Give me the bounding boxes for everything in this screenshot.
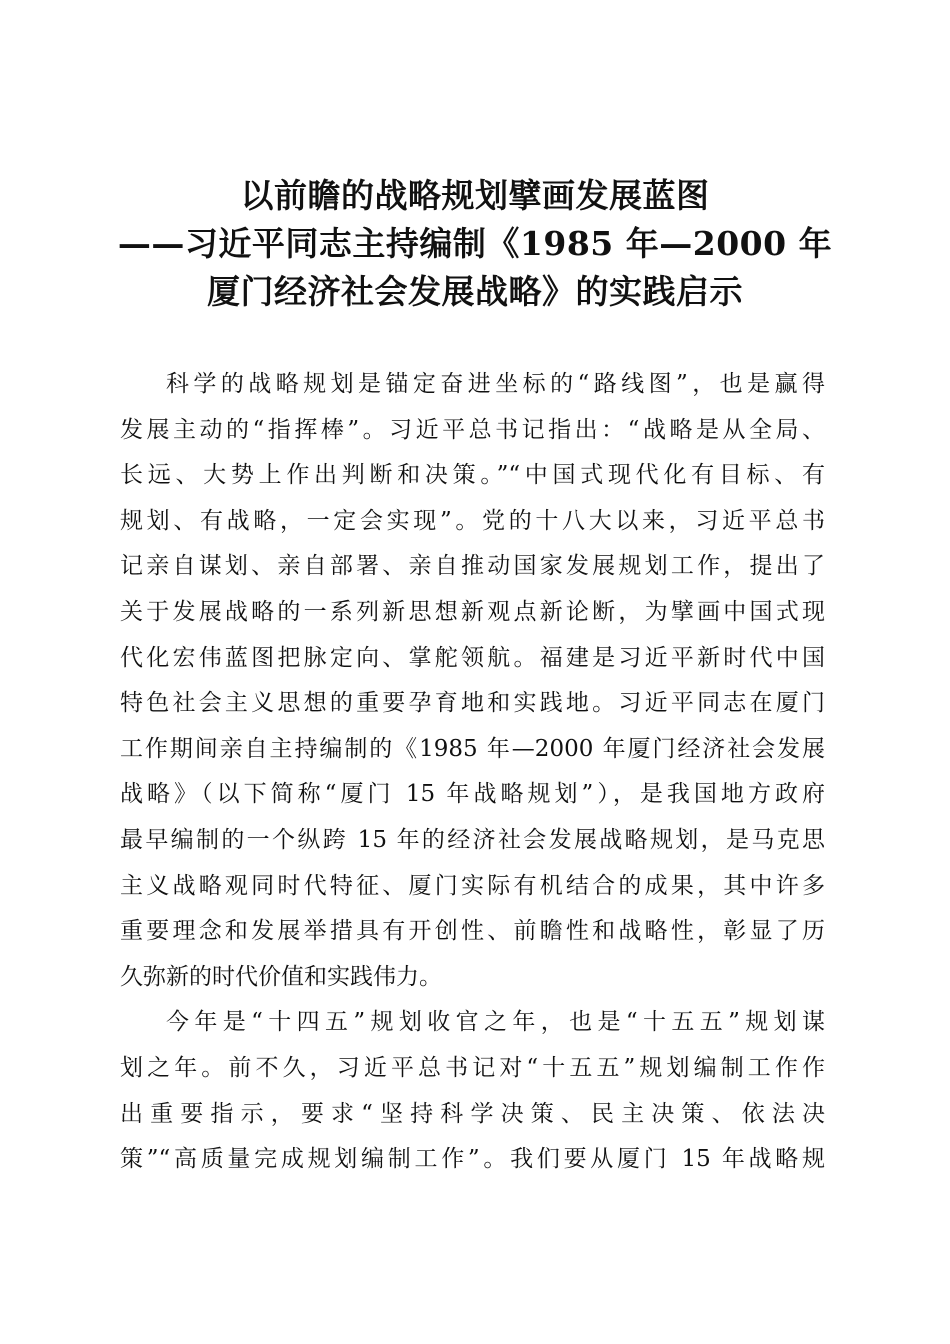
article-body <box>120 362 825 1183</box>
body-line: 策”“高质量完成规划编制工作”。我们要从厦门 15 年战略规 <box>120 1146 825 1173</box>
body-line: 出重要指示，要求“坚持科学决策、民主决策、依法决 <box>120 1100 825 1127</box>
body-line: 重要理念和发展举措具有开创性、前瞻性和战略性，彰显了历 <box>120 918 825 945</box>
body-line: 代化宏伟蓝图把脉定向、掌舵领航。福建是习近平新时代中国 <box>120 644 825 671</box>
title-line-subtitle-1: ——习近平同志主持编制《1985 年—2000 年 <box>117 224 833 263</box>
article-title <box>60 172 890 316</box>
body-line: 主义战略观同时代特征、厦门实际有机结合的成果，其中许多 <box>120 872 825 899</box>
title-line-main: 以前瞻的战略规划擘画发展蓝图 <box>240 176 710 215</box>
body-line: 特色社会主义思想的重要孕育地和实践地。习近平同志在厦门 <box>120 690 825 717</box>
body-line: 战略》（以下简称“厦门 15 年战略规划”），是我国地方政府 <box>120 781 825 808</box>
body-line: 划之年。前不久，习近平总书记对“十五五”规划编制工作作 <box>120 1054 825 1081</box>
body-line: 今年是“十四五”规划收官之年，也是“十五五”规划谋 <box>166 1009 825 1036</box>
body-line: 发展主动的“指挥棒”。习近平总书记指出：“战略是从全局、 <box>120 416 825 443</box>
body-line: 长远、大势上作出判断和决策。”“中国式现代化有目标、有 <box>120 462 825 489</box>
body-line: 规划、有战略，一定会实现”。党的十八大以来，习近平总书 <box>120 507 825 534</box>
body-line: 最早编制的一个纵跨 15 年的经济社会发展战略规划，是马克思 <box>120 826 825 853</box>
body-line: 关于发展战略的一系列新思想新观点新论断，为擘画中国式现 <box>120 598 825 625</box>
body-line: 记亲自谋划、亲自部署、亲自推动国家发展规划工作，提出了 <box>120 553 825 580</box>
title-line-subtitle-2: 厦门经济社会发展战略》的实践启示 <box>207 272 743 311</box>
body-line: 科学的战略规划是锚定奋进坐标的“路线图”，也是赢得 <box>166 371 825 397</box>
body-line: 久弥新的时代价值和实践伟力。 <box>120 963 442 990</box>
body-line: 工作期间亲自主持编制的《1985 年—2000 年厦门经济社会发展 <box>120 735 825 762</box>
